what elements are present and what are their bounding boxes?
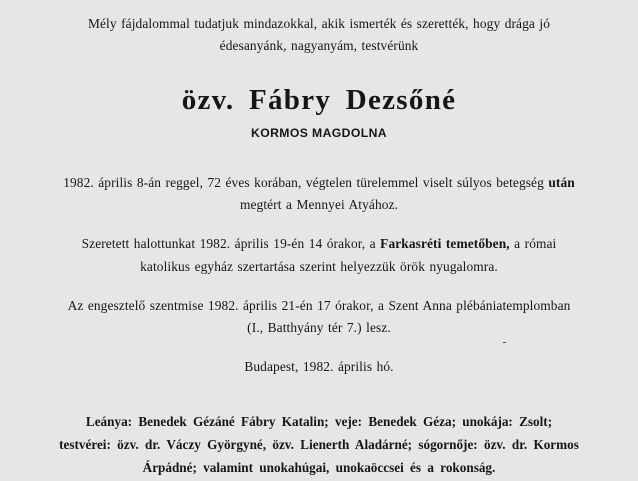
funeral-location: Farkasréti temetőben,: [380, 236, 510, 251]
funeral-line-1: [0, 236, 638, 252]
deceased-name: özv. Fábry Dezsőné: [181, 84, 457, 116]
funeral-line-2: katolikus egyház szertartása szerint helyezzük örök nyugalomra.: [140, 259, 498, 274]
maiden-name: KORMOS MAGDOLNA: [251, 126, 387, 140]
funeral-text-end: a római: [509, 236, 557, 251]
place-date: Budapest, 1982. április hó.: [244, 359, 394, 374]
mourners-line-2: testvérei: özv. dr. Váczy Györgyné, özv. Lienerth Aladárné; sógornője: özv. dr. Kormos: [59, 437, 579, 452]
death-text-bold: után: [548, 175, 575, 190]
mass-line-2: (I., Batthyány tér 7.) lesz.: [247, 320, 391, 335]
mourners-line-3: Árpádné; valamint unokahúgai, unokaöccsei és a rokonság.: [142, 460, 496, 475]
mourners-line-1: Leánya: Benedek Gézáné Fábry Katalin; veje: Benedek Géza; unokája: Zsolt;: [85, 414, 553, 429]
paper-speck: [503, 342, 506, 343]
intro-line-1: Mély fájdalommal tudatjuk mindazokkal, akik ismerték és szerették, hogy drága jó: [88, 16, 550, 31]
death-text: 1982. április 8-án reggel, 72 éves korában, végtelen türelemmel viselt súlyos betegség: [63, 175, 549, 190]
funeral-text: Szeretett halottunkat 1982. április 19-én 14 órakor, a: [81, 236, 381, 251]
death-line-1: [0, 175, 638, 191]
mass-line-1: Az engesztelő szentmise 1982. április 21-én 17 órakor, a Szent Anna plébániatemplomban: [67, 298, 571, 313]
death-line-2: megtért a Mennyei Atyához.: [239, 197, 399, 212]
intro-line-2: édesanyánk, nagyanyám, testvérünk: [219, 38, 419, 53]
